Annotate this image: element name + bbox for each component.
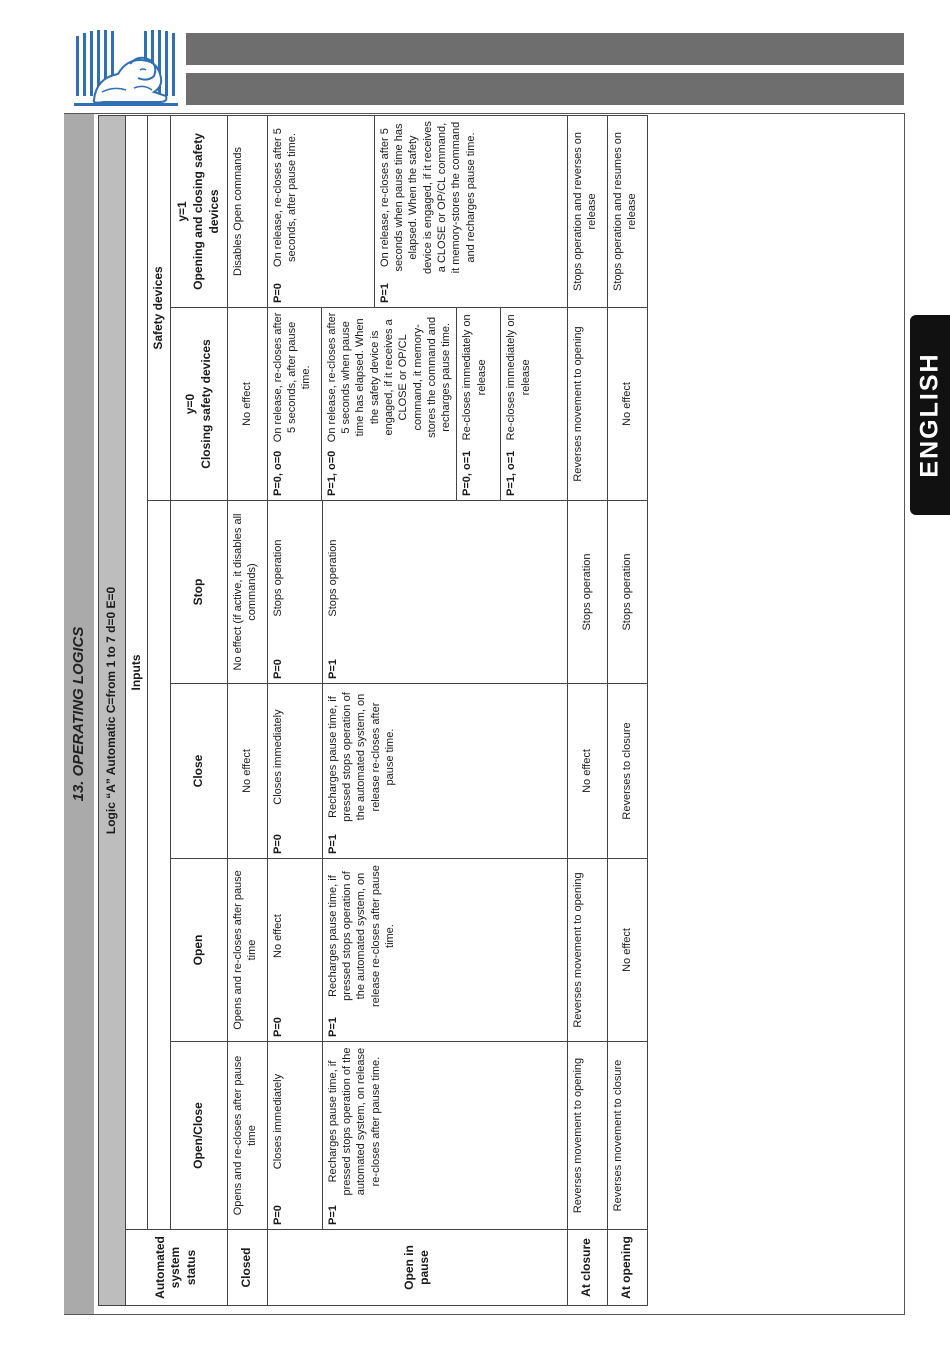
param-label: P=0 xyxy=(271,283,284,303)
cell-pause-y0 xyxy=(267,308,567,501)
param-label: P=1, o=0 xyxy=(325,450,338,496)
param-label: P=0 xyxy=(271,1205,284,1225)
cell-pause-y1 xyxy=(267,115,567,307)
col-y0-header xyxy=(170,308,227,501)
col-y1-desc: Opening and closing safety devices xyxy=(190,133,221,290)
cell-text: Recharges pause time, if pressed stops operation of the automated system, on release re-closes after pause time. xyxy=(326,692,396,822)
cell-text: On release, re-closes after 5 seconds, after pause time. xyxy=(271,312,313,443)
param-label: P=0 xyxy=(271,834,284,854)
cell-opening-open: No effect xyxy=(607,859,647,1042)
param-label: P=1 xyxy=(378,283,391,303)
param-label: P=0, o=1 xyxy=(461,450,474,496)
status-header: Automated system status xyxy=(125,1230,227,1306)
cell-closed-close: No effect xyxy=(227,684,267,859)
param-label: P=1 xyxy=(326,834,339,854)
cell-pause-open xyxy=(267,859,567,1042)
cell-text: Re-closes immediately on release xyxy=(505,314,532,441)
row-label-opening: At opening xyxy=(607,1230,647,1306)
inputs-spacer xyxy=(148,501,171,1230)
cell-opening-y1: Stops operation and resumes on release xyxy=(607,115,647,307)
param-label: P=1 xyxy=(326,1017,339,1037)
lion-gate-logo xyxy=(74,30,178,106)
col-openclose-header: Open/Close xyxy=(170,1042,227,1230)
header-bar-bottom xyxy=(186,73,904,105)
cell-pause-stop xyxy=(267,501,567,684)
col-stop-header: Stop xyxy=(170,501,227,684)
cell-text: Closes immediately xyxy=(271,1073,284,1170)
language-tab-label: ENGLISH xyxy=(915,352,944,478)
cell-closure-y1: Stops operation and reverses on release xyxy=(567,115,607,307)
param-label: P=1 xyxy=(326,1205,339,1225)
table-row-pause xyxy=(267,115,567,1305)
header-bar-top xyxy=(186,33,904,65)
inputs-header: Inputs xyxy=(125,115,148,1229)
param-label: P=0 xyxy=(271,1017,284,1037)
cell-closed-y0: No effect xyxy=(227,308,267,501)
row-label-closed: Closed xyxy=(227,1230,267,1306)
cell-closure-openclose: Reverses movement to opening xyxy=(567,1042,607,1230)
cell-text: Stops operation xyxy=(326,539,339,617)
language-tab xyxy=(910,315,950,515)
cell-closed-stop: No effect (if active, it disables all commands) xyxy=(227,501,267,684)
operating-logic-table xyxy=(98,115,648,1306)
table-row-opening xyxy=(607,115,647,1305)
cell-text: Recharges pause time, if pressed stops operation of the automated system, on release re-closes after pause time. xyxy=(326,865,396,1007)
cell-text: Re-closes immediately on release xyxy=(461,314,488,441)
cell-closure-stop: Stops operation xyxy=(567,501,607,684)
cell-opening-close: Reverses to closure xyxy=(607,684,647,859)
col-y0-desc: Closing safety devices xyxy=(198,339,213,469)
cell-text: Recharges pause time, if pressed stops operation of the automated system, on release re-closes after pause time. xyxy=(326,1047,382,1196)
param-label: P=1 xyxy=(326,659,339,679)
col-y1-header xyxy=(170,115,227,307)
rotated-content xyxy=(64,114,904,1314)
param-label: P=0 xyxy=(271,659,284,679)
col-y0-param: y=0 xyxy=(183,393,198,415)
param-label: P=1, o=1 xyxy=(505,450,518,496)
cell-closure-open: Reverses movement to opening xyxy=(567,859,607,1042)
cell-closed-open: Opens and re-closes after pause time xyxy=(227,859,267,1042)
cell-opening-y0: No effect xyxy=(607,308,647,501)
cell-text: Closes immediately xyxy=(271,709,284,805)
col-y1-param: y=1 xyxy=(175,201,190,222)
table-row-closure xyxy=(567,115,607,1305)
param-label: P=0, o=0 xyxy=(271,450,284,496)
cell-closure-y0: Reverses movement to opening xyxy=(567,308,607,501)
table-row-closed xyxy=(227,115,267,1305)
cell-text: On release, re-closes after 5 seconds when pause time has elapsed. When the safety device is engaged, if it receives a CLOSE or OP/CL command, it memory-stores the command and recharges pause time. xyxy=(378,121,477,274)
row-label-pause: Open in pause xyxy=(267,1230,567,1306)
cell-pause-openclose xyxy=(267,1042,567,1230)
cell-opening-stop: Stops operation xyxy=(607,501,647,684)
cell-closed-openclose: Opens and re-closes after pause time xyxy=(227,1042,267,1230)
cell-closure-close: No effect xyxy=(567,684,607,859)
section-title: 13. OPERATING LOGICS xyxy=(64,114,94,1314)
cell-text: No effect xyxy=(271,914,284,958)
cell-pause-close xyxy=(267,684,567,859)
col-open-header: Open xyxy=(170,859,227,1042)
cell-closed-y1: Disables Open commands xyxy=(227,115,267,307)
col-close-header: Close xyxy=(170,684,227,859)
row-label-closure: At closure xyxy=(567,1230,607,1306)
cell-text: On release, re-closes after 5 seconds when pause time has elapsed. When the safety device is engaged, if it receives a CLOSE or OP/CL command, it memory-stores the command and recharges pause time. xyxy=(325,312,453,443)
cell-text: On release, re-closes after 5 seconds, after pause time. xyxy=(271,128,299,267)
cell-text: Stops operation xyxy=(271,539,284,617)
logic-subheader: Logic “A” Automatic C=from 1 to 7 d=0 E=0 xyxy=(99,115,126,1305)
safety-devices-header: Safety devices xyxy=(148,115,171,500)
cell-opening-openclose: Reverses movement to closure xyxy=(607,1042,647,1230)
